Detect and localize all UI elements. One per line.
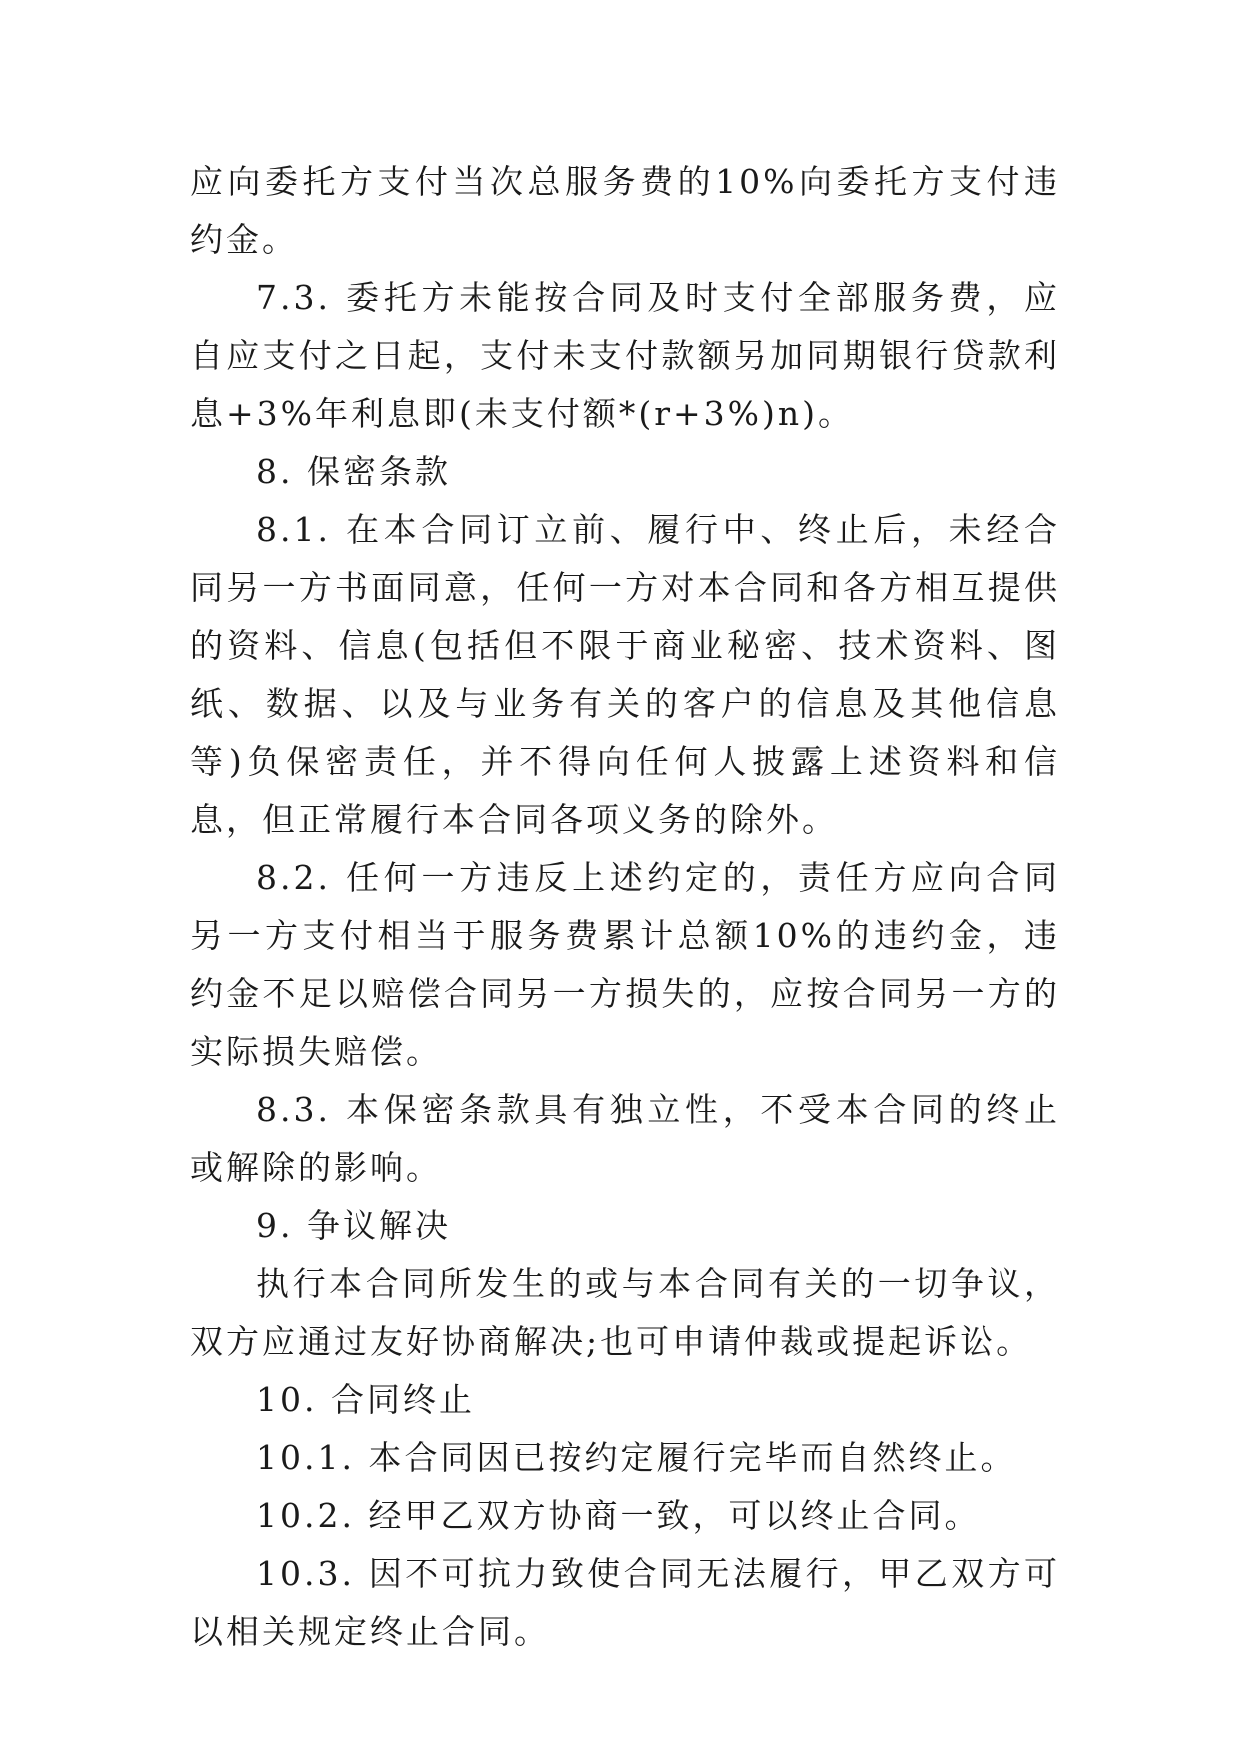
clause-10-1: 10.1. 本合同因已按约定履行完毕而自然终止。 xyxy=(256,1438,1017,1477)
clause-9-body: 执行本合同所发生的或与本合同有关的一切争议，双方应通过友好协商解决;也可申请仲裁或提起诉讼。 xyxy=(190,1264,1060,1361)
section-heading-dispute-resolution: 9. 争议解决 xyxy=(256,1206,451,1245)
clause-8-1: 8.1. 在本合同订立前、履行中、终止后，未经合同另一方书面同意，任何一方对本合同和各方相互提供的资料、信息(包括但不限于商业秘密、技术资料、图纸、数据、以及与业务有关的客户的信息及其他信息等)负保密责任，并不得向任何人披露上述资料和信息，但正常履行本合同各项义务的除外。 xyxy=(190,510,1060,839)
paragraph-penalty-continuation: 应向委托方支付当次总服务费的10%向委托方支付违约金。 xyxy=(190,162,1060,259)
section-heading-confidentiality: 8. 保密条款 xyxy=(256,452,451,491)
clause-8-3: 8.3. 本保密条款具有独立性，不受本合同的终止或解除的影响。 xyxy=(190,1090,1060,1187)
clause-10-3: 10.3. 因不可抗力致使合同无法履行，甲乙双方可以相关规定终止合同。 xyxy=(190,1554,1060,1651)
clause-7-3: 7.3. 委托方未能按合同及时支付全部服务费，应自应支付之日起，支付未支付款额另加同期银行贷款利息+3%年利息即(未支付额*(r+3%)n)。 xyxy=(190,278,1060,433)
clause-8-2: 8.2. 任何一方违反上述约定的，责任方应向合同另一方支付相当于服务费累计总额10%的违约金，违约金不足以赔偿合同另一方损失的，应按合同另一方的实际损失赔偿。 xyxy=(190,858,1060,1071)
clause-10-2: 10.2. 经甲乙双方协商一致，可以终止合同。 xyxy=(256,1496,981,1535)
document-body xyxy=(190,153,1060,1661)
section-heading-termination: 10. 合同终止 xyxy=(256,1380,475,1419)
